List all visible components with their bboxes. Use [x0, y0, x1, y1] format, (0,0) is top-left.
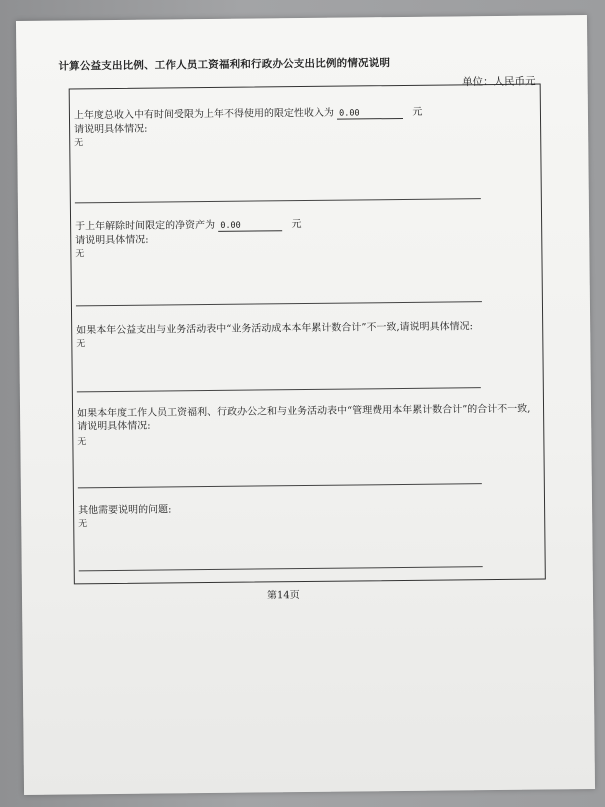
public-welfare-answer-line [77, 387, 481, 392]
restricted-income-prompt: 请说明具体情况: [74, 123, 148, 136]
restricted-income-answer: 无 [74, 138, 84, 149]
other-issues-question: 其他需要说明的问题: [78, 504, 172, 517]
released-assets-unit: 元 [291, 219, 302, 231]
restricted-income-value: 0.00 [337, 108, 403, 120]
document-title: 计算公益支出比例、工作人员工资福利和行政办公支出比例的情况说明 [58, 57, 391, 73]
restricted-income-label: 上年度总收入中有时间受限为上年不得使用的限定性收入为 [73, 107, 335, 122]
restricted-income-answer-line [75, 198, 481, 203]
released-assets-prompt: 请说明具体情况: [75, 234, 149, 247]
admin-expense-mismatch-question: 如果本年度工作人员工资福利、行政办公之和与业务活动表中“管理费用本年累计数合计”的合计不一致,请说明具体情况: [77, 403, 531, 433]
released-assets-label: 于上年解除时间限定的净资产为 [75, 219, 216, 233]
page-number: 第14页 [266, 590, 300, 602]
released-assets-value: 0.00 [218, 220, 282, 232]
restricted-income-unit: 元 [412, 106, 423, 118]
explanation-box [69, 84, 546, 585]
document-page [16, 15, 595, 795]
public-welfare-mismatch-answer: 无 [76, 339, 86, 350]
other-issues-answer: 无 [78, 519, 88, 530]
released-assets-answer-line [76, 301, 482, 306]
currency-unit-label: 单位：人民币元 [462, 75, 536, 89]
admin-expense-mismatch-answer: 无 [77, 437, 87, 448]
public-welfare-mismatch-question: 如果本年公益支出与业务活动表中“业务活动成本本年累计数合计”不一致,请说明具体情况: [76, 321, 474, 337]
admin-expense-answer-line [78, 483, 482, 488]
released-assets-answer: 无 [75, 249, 85, 260]
other-issues-answer-line [79, 566, 483, 571]
